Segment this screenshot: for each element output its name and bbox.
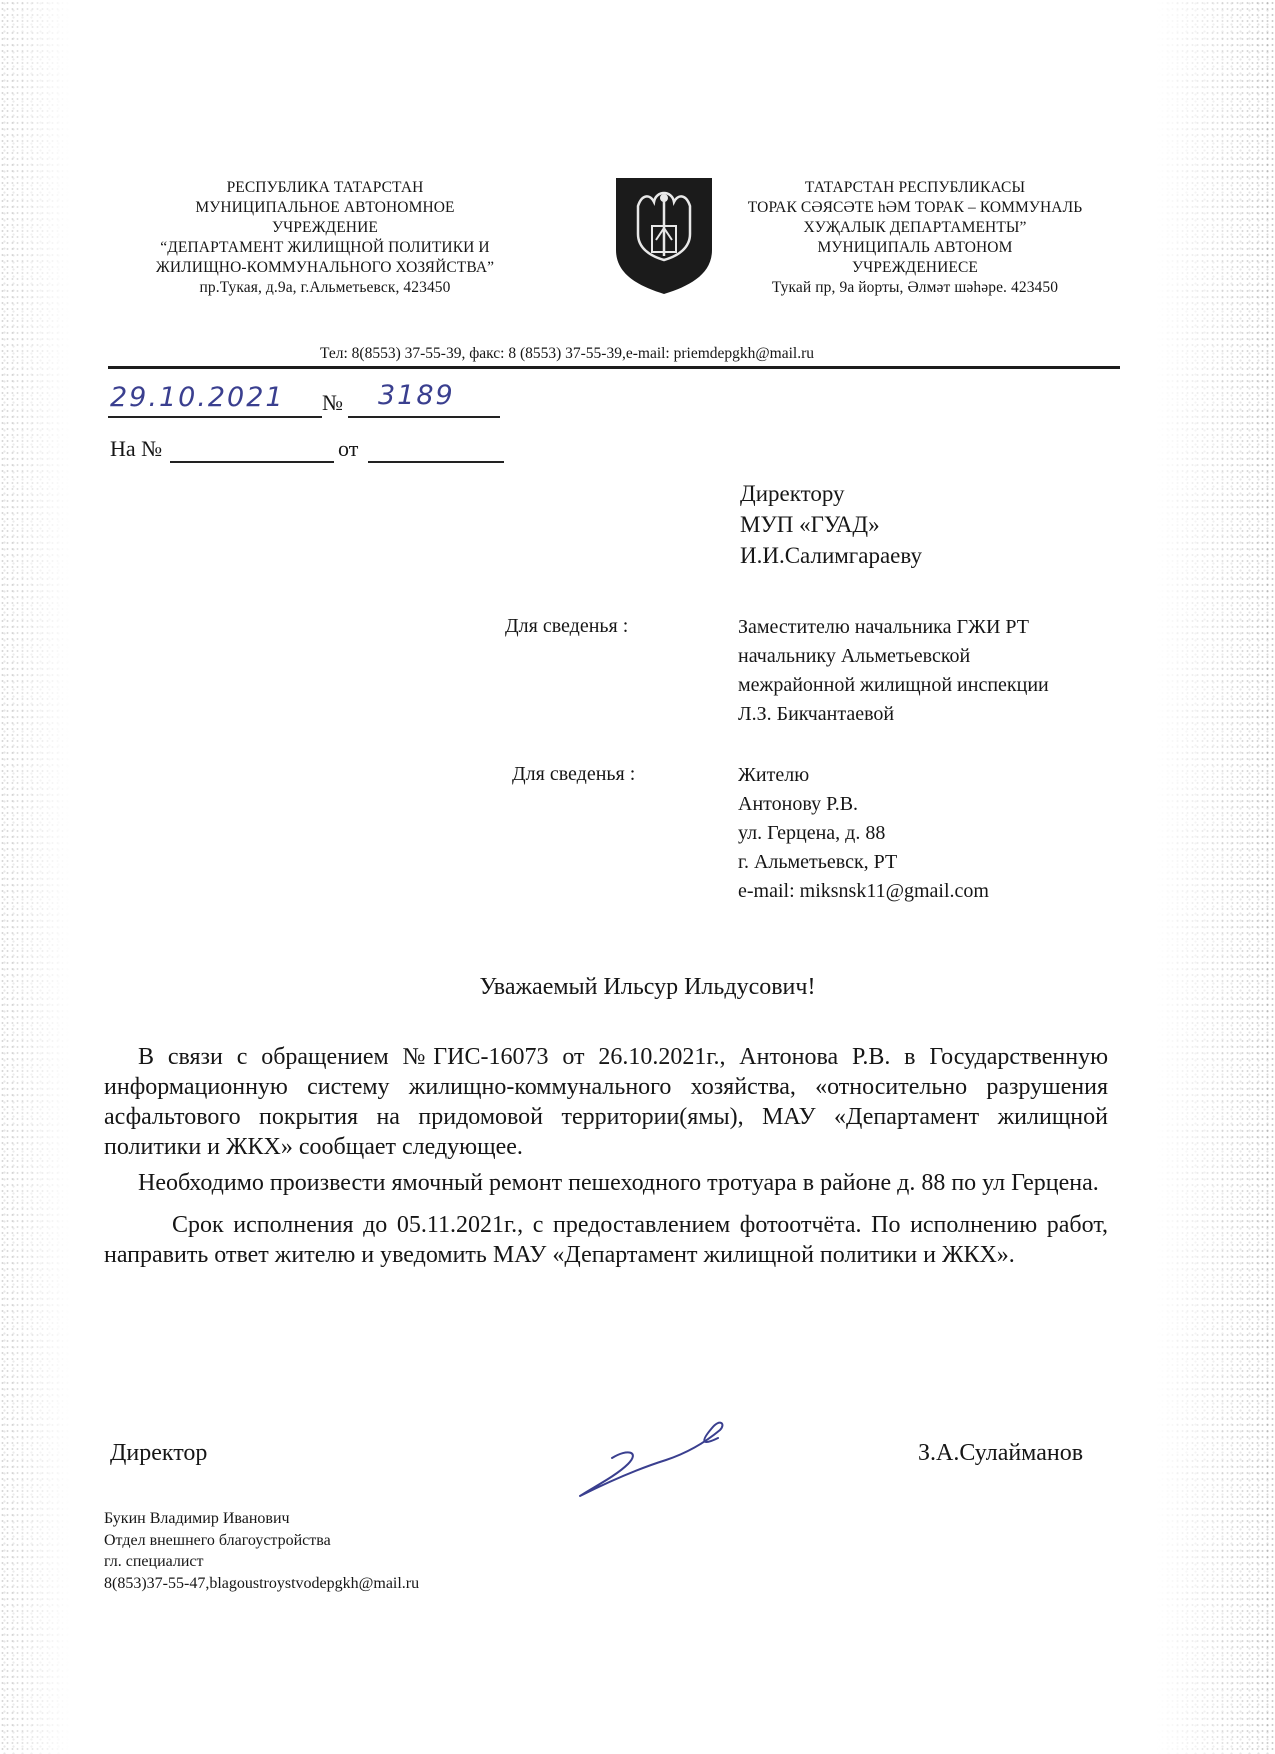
reply-number-line (170, 461, 334, 463)
cc-recipient (738, 761, 989, 906)
signature-icon (570, 1410, 740, 1520)
cc-line: межрайонной жилищной инспекции (738, 674, 1049, 696)
cc-label: Для сведенья : (505, 615, 629, 637)
header-left-line: МУНИЦИПАЛЬНОЕ АВТОНОМНОЕ (195, 199, 455, 216)
reply-label: На № (110, 436, 163, 461)
date-underline (108, 416, 322, 418)
header-right-line: ХУҖАЛЫК ДЕПАРТАМЕНТЫ” (803, 219, 1027, 236)
salutation: Уважаемый Ильсур Ильдусович! (479, 974, 816, 1000)
emblem-icon (612, 176, 716, 296)
cc-label: Для сведенья : (512, 763, 636, 785)
number-sign: № (322, 390, 343, 415)
cc-line: Заместителю начальника ГЖИ РТ (738, 616, 1029, 638)
header-right-line: ТАТАРСТАН РЕСПУБЛИКАСЫ (804, 179, 1026, 196)
cc-line: ул. Герцена, д. 88 (738, 822, 886, 844)
header-left-line: пр.Тукая, д.9а, г.Альметьевск, 423450 (199, 279, 451, 296)
date-handwritten: 29.10.2021 (110, 382, 285, 413)
number-handwritten: 3189 (378, 380, 455, 411)
reply-from-label: от (338, 436, 359, 461)
letter-paragraph: Срок исполнения до 05.11.2021г., с предоставлением фотоотчёта. По исполнению работ, направить ответ жителю и уведомить МАУ «Департамент жилищной политики и ЖКХ». (104, 1212, 1108, 1268)
header-right-line: ТОРАК СӘЯСӘТЕ һӘМ ТОРАК – КОММУНАЛЬ (747, 199, 1083, 216)
letter-paragraph: В связи с обращением №ГИС-16073 от 26.10.2021г., Антонова Р.В. в Государственную информационную систему жилищно-коммунального хозяйства, «относительно разрушения асфальтового покрытия на придомовой территории(ямы), МАУ «Департамент жилищной политики и ЖКХ» сообщает следующее. (104, 1044, 1108, 1160)
header-left-line: ЖИЛИЩНО-КОММУНАЛЬНОГО ХОЗЯЙСТВА” (155, 259, 495, 276)
addressee-line: И.И.Салимгараеву (740, 543, 922, 568)
addressee (740, 478, 922, 571)
cc-line: e-mail: miksnsk11@gmail.com (738, 880, 989, 902)
scan-noise-left (0, 0, 70, 1754)
reply-date-line (368, 461, 504, 463)
header-left-line: “ДЕПАРТАМЕНТ ЖИЛИЩНОЙ ПОЛИТИКИ И (160, 239, 490, 256)
cc-line: Жителю (738, 764, 810, 786)
executor-line: гл. специалист (104, 1553, 204, 1570)
letter-body (104, 1042, 1108, 1270)
executor-line: Букин Владимир Иванович (104, 1510, 290, 1527)
executor (104, 1508, 419, 1594)
executor-line: Отдел внешнего благоустройства (104, 1531, 331, 1549)
scan-noise-right (1155, 0, 1275, 1754)
cc-recipient (738, 613, 1049, 729)
executor-line: 8(853)37-55-47,blagoustroystvodepgkh@mail.ru (104, 1574, 420, 1592)
number-underline (348, 416, 500, 418)
addressee-line: МУП «ГУАД» (740, 512, 880, 537)
signer-name: З.А.Сулайманов (918, 1440, 1084, 1466)
header-right-line: МУНИЦИПАЛЬ АВТОНОМ (817, 239, 1013, 256)
header-right-line: Тукай пр, 9а йорты, Әлмәт шәһәре. 423450 (771, 279, 1059, 296)
header-left-line: РЕСПУБЛИКА ТАТАРСТАН (226, 179, 424, 196)
contacts-line: Тел: 8(8553) 37-55-39, факс: 8 (8553) 37-55-39,e-mail: priemdepgkh@mail.ru (320, 345, 815, 362)
signer-position: Директор (110, 1440, 208, 1466)
header-rule (108, 366, 1120, 369)
letter-paragraph: Необходимо произвести ямочный ремонт пешеходного тротуара в районе д. 88 по ул Герцена. (138, 1170, 1099, 1196)
cc-line: начальнику Альметьевской (738, 645, 971, 667)
header-right-line: УЧРЕЖДЕНИЕСЕ (852, 259, 978, 276)
header-right (705, 178, 1125, 298)
cc-line: Антонову Р.В. (738, 793, 859, 815)
cc-line: Л.З. Бикчантаевой (738, 703, 895, 725)
cc-line: г. Альметьевск, РТ (738, 851, 898, 873)
header-left (110, 178, 540, 298)
addressee-line: Директору (740, 481, 845, 506)
header-left-line: УЧРЕЖДЕНИЕ (272, 219, 378, 236)
